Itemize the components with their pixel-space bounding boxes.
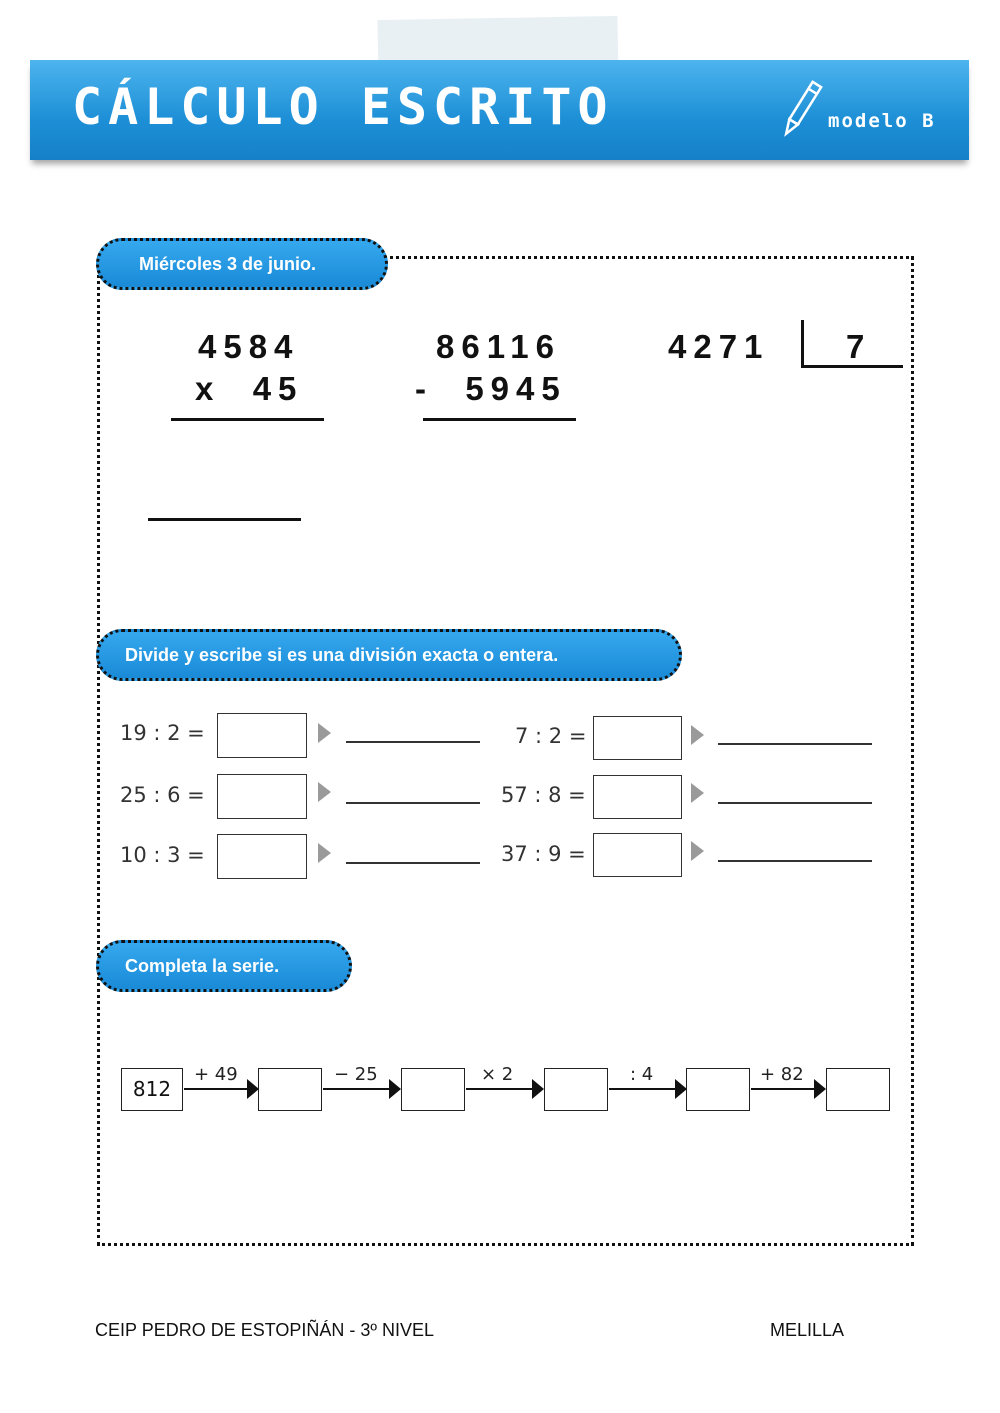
answer-line[interactable] (346, 802, 480, 804)
series-arrow (609, 1088, 676, 1090)
subtraction-top: 86116 (436, 328, 561, 365)
quotient-answer-box[interactable] (593, 833, 682, 877)
series-answer-box[interactable] (686, 1068, 750, 1111)
arrow-triangle-icon (318, 723, 331, 743)
series-arrow (466, 1088, 533, 1090)
answer-line[interactable] (346, 741, 480, 743)
division-bracket-vertical (801, 320, 804, 368)
quotient-answer-box[interactable] (217, 834, 307, 879)
quotient-answer-box[interactable] (217, 774, 307, 819)
series-arrow (751, 1088, 815, 1090)
answer-line[interactable] (718, 802, 872, 804)
quotient-answer-box[interactable] (593, 775, 682, 819)
arrow-triangle-icon (691, 841, 704, 861)
answer-line[interactable] (718, 860, 872, 862)
series-start-box: 812 (121, 1068, 183, 1111)
subtraction-rule (423, 418, 576, 421)
arrow-triangle-icon (691, 725, 704, 745)
series-operation: − 25 (334, 1064, 378, 1085)
division-divisor: 7 (846, 328, 872, 365)
division-section-title: Divide y escribe si es una división exacta o entera. (125, 645, 559, 665)
series-arrow (184, 1088, 248, 1090)
quotient-answer-box[interactable] (217, 713, 307, 758)
date-label: Miércoles 3 de junio. (139, 254, 317, 274)
division-expression: 10 : 3 = (120, 843, 205, 867)
division-expression: 57 : 8 = (501, 783, 586, 807)
model-label: modelo B (828, 110, 936, 132)
division-expression: 37 : 9 = (501, 842, 586, 866)
page-title: CÁLCULO ESCRITO (72, 78, 614, 136)
division-section-pill (96, 629, 682, 681)
series-arrow (323, 1088, 390, 1090)
division-dividend: 4271 (668, 328, 770, 365)
multiplication-result-rule (148, 518, 301, 521)
series-operation: × 2 (481, 1064, 514, 1085)
footer-city: MELILLA (770, 1320, 845, 1340)
multiplication-bottom: x 45 (195, 370, 304, 407)
arrowhead-icon (532, 1079, 544, 1099)
series-answer-box[interactable] (258, 1068, 322, 1111)
series-section-pill (96, 940, 352, 992)
series-operation: : 4 (630, 1064, 654, 1085)
answer-line[interactable] (718, 743, 872, 745)
division-expression: 19 : 2 = (120, 721, 205, 745)
series-answer-box[interactable] (544, 1068, 608, 1111)
series-operation: + 49 (194, 1064, 238, 1085)
series-answer-box[interactable] (826, 1068, 890, 1111)
date-pill (96, 238, 388, 290)
series-section-title: Completa la serie. (125, 956, 280, 976)
footer-school: CEIP PEDRO DE ESTOPIÑÁN - 3º NIVEL (95, 1320, 435, 1340)
multiplication-rule (171, 418, 324, 421)
arrow-triangle-icon (318, 843, 331, 863)
header-banner (30, 60, 969, 160)
answer-line[interactable] (346, 862, 480, 864)
quotient-answer-box[interactable] (593, 716, 682, 760)
arrowhead-icon (389, 1079, 401, 1099)
series-operation: + 82 (760, 1064, 804, 1085)
division-expression: 7 : 2 = (515, 724, 587, 748)
arrow-triangle-icon (318, 782, 331, 802)
pencil-icon (778, 78, 824, 142)
division-expression: 25 : 6 = (120, 783, 205, 807)
subtraction-bottom: - 5945 (415, 370, 567, 407)
arrowhead-icon (814, 1079, 826, 1099)
arrow-triangle-icon (691, 783, 704, 803)
multiplication-top: 4584 (198, 328, 300, 365)
series-answer-box[interactable] (401, 1068, 465, 1111)
